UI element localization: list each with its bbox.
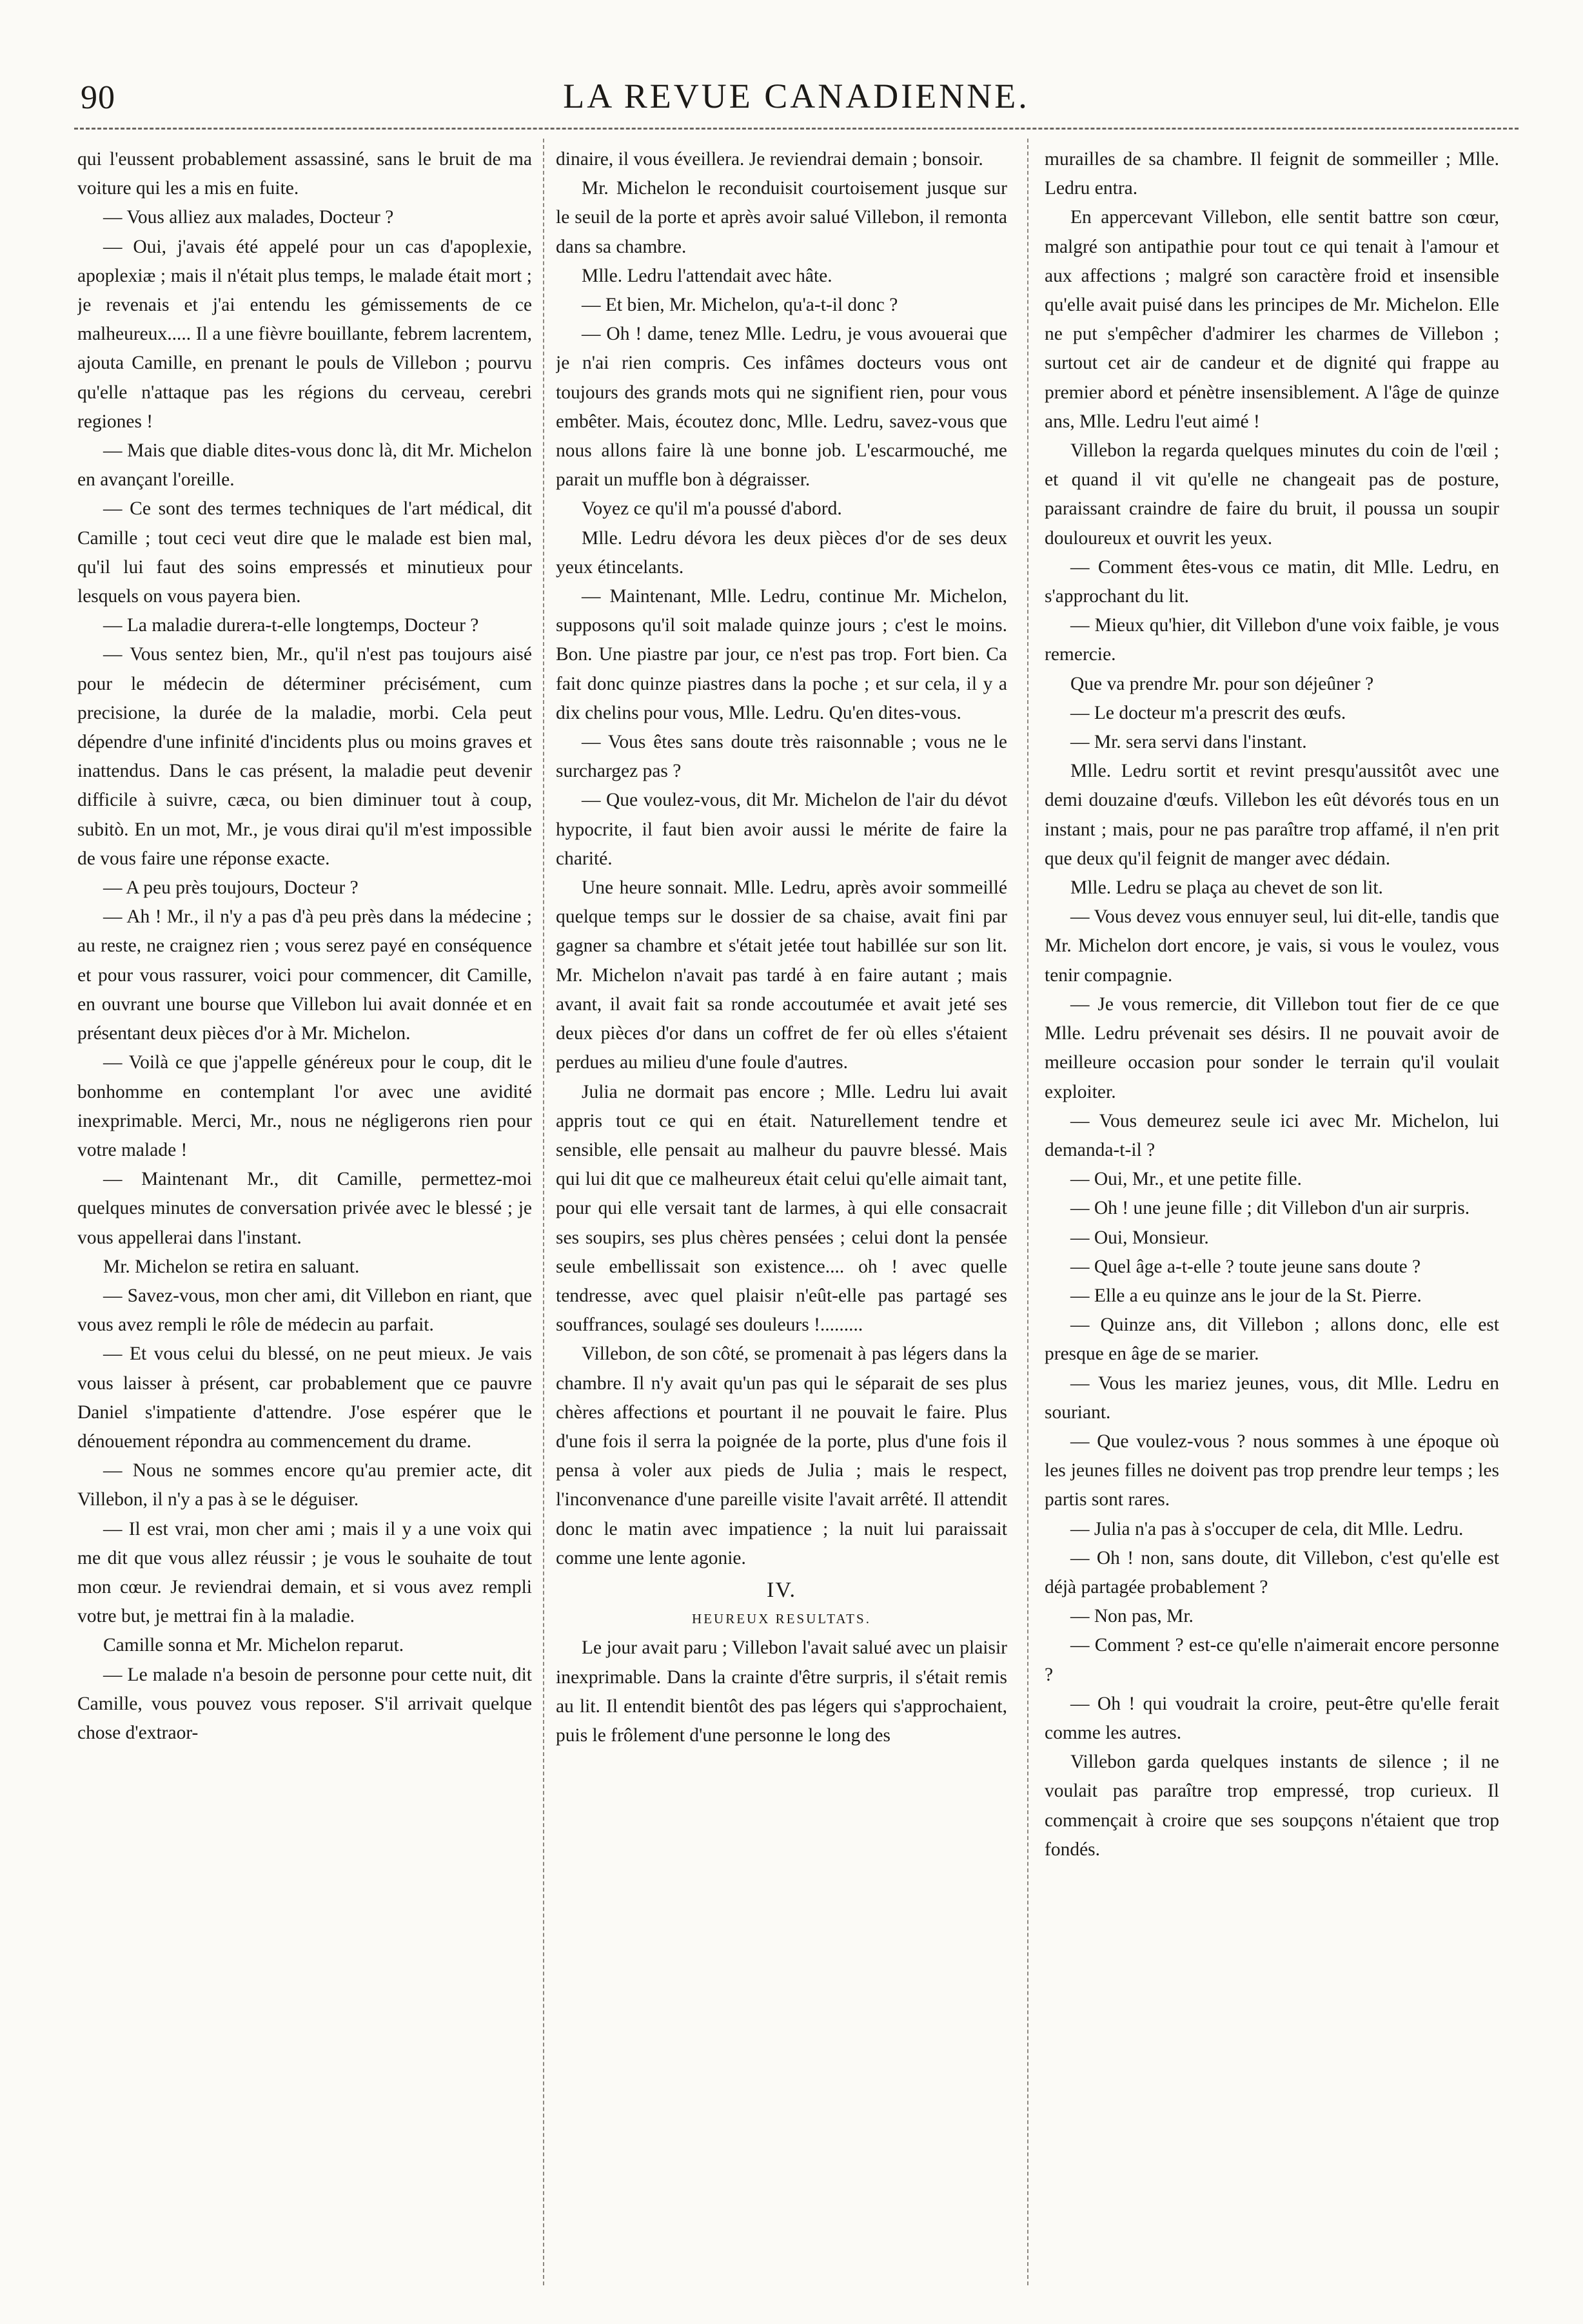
paragraph: — A peu près toujours, Docteur ?: [103, 877, 359, 899]
paragraph: — Oh ! qui voudrait la croire, peut-être qu'elle ferait comme les autres.: [1045, 1693, 1499, 1743]
paragraph: — Vous alliez aux malades, Docteur ?: [103, 207, 394, 228]
paragraph: Julia ne dormait pas encore ; Mlle. Ledru lui avait appris tout ce qui en était. Naturellement tendre et sensible, elle pensait au malheur du pauvre blessé. Mais qui lui dit que ce malheureux était celui qu'elle aimait tant, pour qui elle versait tant de larmes, à qui elle consacrait ses soupirs, ses plus chères pensées ; celui dont la pensée seule embellissait son existence.... oh ! avec quelle tendresse, avec quel plaisir n'eût-elle pas partagé ses souffrances, soulagé ses douleurs !.........: [556, 1081, 1007, 1336]
paragraph: — Je vous remercie, dit Villebon tout fier de ce que Mlle. Ledru prévenait ses désirs. Il ne pouvait avoir de meilleure occasion pour sonder le terrain qu'il voulait exploiter.: [1045, 993, 1499, 1102]
paragraph: Mlle. Ledru l'attendait avec hâte.: [582, 265, 832, 286]
paragraph: — Ce sont des termes techniques de l'art médical, dit Camille ; tout ceci veut dire que le malade est bien mal, qu'il lui faut des soins empressés et minutieux pour lesquels on vous payera bien.: [77, 498, 532, 607]
paragraph: — Il est vrai, mon cher ami ; mais il y a une voix qui me dit que vous allez réussir ; je vous le souhaite de tout mon cœur. Je reviendrai demain, et si vous avez rempli votre but, je mettrai fin à la maladie.: [77, 1518, 532, 1627]
paragraph: Mlle. Ledru se plaça au chevet de son lit.: [1070, 877, 1383, 899]
page-number: 90: [81, 79, 115, 116]
paragraph: — Vous sentez bien, Mr., qu'il n'est pas toujours aisé pour le médecin de déterminer précisément, cum precisione, la durée de la maladie, morbi. Cela peut dépendre d'une infinité d'incidents plus ou moins graves et inattendus. Dans le cas présent, la maladie peut devenir difficile à suivre, cæca, ou bien diminuer tout à coup, subitò. En un mot, Mr., je vous dirai qu'il m'est impossible de vous faire une réponse exacte.: [77, 644, 532, 869]
paragraph: — Le docteur m'a prescrit des œufs.: [1070, 702, 1346, 723]
paragraph: — Que voulez-vous ? nous sommes à une époque où les jeunes filles ne doivent pas trop prendre leur temps ; les partis sont rares.: [1045, 1431, 1499, 1510]
running-title: LA REVUE CANADIENNE.: [563, 77, 1030, 115]
text-column-2: [556, 145, 1007, 2272]
section-title: HEUREUX RESULTATS.: [692, 1611, 871, 1627]
paragraph: — Oui, j'avais été appelé pour un cas d'apoplexie, apoplexiæ ; mais il n'était plus temps, le malade était mort ; je revenais et j'ai entendu les gémissements de ce malheureux..... Il a une fièvre bouillante, febrem lacrentem, ajouta Camille, en prenant le pouls de Villebon ; pourvu qu'elle n'attaque pas les régions du cerveau, cerebri regiones !: [77, 236, 532, 432]
paragraph: — Oh ! dame, tenez Mlle. Ledru, je vous avouerai que je n'ai rien compris. Ces infâmes docteurs vous ont toujours des grands mots qui ne signifient rien, pour vous embêter. Mais, écoutez donc, Mlle. Ledru, savez-vous que nous allons faire là une bonne job. L'escarmouché, me parait un muffle bon à dégraisser.: [556, 324, 1007, 491]
paragraph: — Oh ! une jeune fille ; dit Villebon d'un air surpris.: [1070, 1198, 1470, 1219]
paragraph: Villebon, de son côté, se promenait à pas légers dans la chambre. Il n'y avait qu'un pas qui le séparait de ses plus chères affections et pourtant il ne pouvait le faire. Plus d'une fois il serra la poignée de la porte, plus d'une fois il pensa à voler aux pieds de Julia ; mais le respect, l'inconvenance d'une pareille visite l'avait arrêté. Il attendit donc le matin avec impatience ; la nuit lui paraissait comme une lente agonie.: [556, 1343, 1007, 1568]
paragraph: — Quinze ans, dit Villebon ; allons donc, elle est presque en âge de se marier.: [1045, 1314, 1499, 1365]
page-header: [74, 76, 1519, 128]
paragraph: — Julia n'a pas à s'occuper de cela, dit Mlle. Ledru.: [1070, 1518, 1464, 1539]
paragraph: — Vous les mariez jeunes, vous, dit Mlle. Ledru en souriant.: [1045, 1372, 1499, 1423]
paragraph: — Comment êtes-vous ce matin, dit Mlle. Ledru, en s'approchant du lit.: [1045, 556, 1499, 607]
paragraph: Mlle. Ledru dévora les deux pièces d'or de ses deux yeux étincelants.: [556, 527, 1007, 578]
paragraph: Le jour avait paru ; Villebon l'avait salué avec un plaisir inexprimable. Dans la crainte d'être surpris, il s'était remis au lit. Il entendit bientôt des pas légers qui s'approchaient, puis le frôlement d'une personne le long des: [556, 1637, 1007, 1746]
paragraph: — Nous ne sommes encore qu'au premier acte, dit Villebon, il n'y a pas à se le déguiser.: [77, 1460, 532, 1510]
paragraph: Mr. Michelon le reconduisit courtoisement jusque sur le seuil de la porte et après avoir salué Villebon, il remonta dans sa chambre.: [556, 178, 1007, 257]
paragraph: — Savez-vous, mon cher ami, dit Villebon en riant, que vous avez rempli le rôle de médecin au parfait.: [77, 1285, 532, 1336]
paragraph: — Mais que diable dites-vous donc là, dit Mr. Michelon en avançant l'oreille.: [77, 440, 532, 491]
paragraph: — Maintenant Mr., dit Camille, permettez-moi quelques minutes de conversation privée avec le blessé ; je vous appellerai dans l'instant.: [77, 1169, 532, 1248]
paragraph: Voyez ce qu'il m'a poussé d'abord.: [582, 498, 842, 520]
paragraph: — Voilà ce que j'appelle généreux pour le coup, dit le bonhomme en contemplant l'or avec une avidité inexprimable. Merci, Mr., nous ne négligerons rien pour votre malade !: [77, 1052, 532, 1160]
paragraph: — Maintenant, Mlle. Ledru, continue Mr. Michelon, supposons qu'il soit malade quinze jours ; c'est le moins. Bon. Une piastre par jour, ce n'est pas trop. Fort bien. Ca fait donc quinze piastres dans la poche ; et sur cela, il y a dix chelins pour vous, Mlle. Ledru. Qu'en dites-vous.: [556, 586, 1007, 723]
paragraph: Villebon garda quelques instants de silence ; il ne voulait pas paraître trop empressé, trop curieux. Il commençait à croire que ses soupçons n'étaient que trop fondés.: [1045, 1752, 1499, 1860]
paragraph: Mlle. Ledru sortit et revint presqu'aussitôt avec une demi douzaine d'œufs. Villebon les eût dévorés tous en un instant ; mais, pour ne pas paraître trop affamé, il n'en prit que deux qu'il feignit de manger avec dédain.: [1045, 761, 1499, 869]
paragraph: Villebon la regarda quelques minutes du coin de l'œil ; et quand il vit qu'elle ne changeait pas de posture, paraissant craindre de faire du bruit, il poussa un soupir douloureux et ouvrit les yeux.: [1045, 440, 1499, 549]
paragraph: — Vous demeurez seule ici avec Mr. Michelon, lui demanda-t-il ?: [1045, 1110, 1499, 1160]
paragraph: — Et bien, Mr. Michelon, qu'a-t-il donc ?: [582, 295, 898, 316]
header-rule: [74, 128, 1519, 130]
paragraph: — Et vous celui du blessé, on ne peut mieux. Je vais vous laisser à présent, car probablement que ce pauvre Daniel s'impatiente d'attendre. J'ose espérer que le dénouement répondra au commencement du drame.: [77, 1343, 532, 1452]
paragraph: murailles de sa chambre. Il feignit de sommeiller ; Mlle. Ledru entra.: [1045, 149, 1499, 199]
paragraph: En appercevant Villebon, elle sentit battre son cœur, malgré son antipathie pour tout ce qui tenait à l'amour et aux affections ; malgré son caractère froid et insensible qu'elle avait puisé dans les principes de Mr. Michelon. Elle ne put s'empêcher d'admirer les charmes de Villebon ; surtout cet air de candeur et de dignité qui frappe au premier abord et pénètre insensiblement. A l'âge de quinze ans, Mlle. Ledru l'eut aimé !: [1045, 207, 1499, 432]
paragraph: Que va prendre Mr. pour son déjeûner ?: [1070, 673, 1374, 694]
paragraph: — Mr. sera servi dans l'instant.: [1070, 732, 1307, 753]
column-2-after-section: [556, 1634, 1007, 1750]
paragraph: — Le malade n'a besoin de personne pour cette nuit, dit Camille, vous pouvez vous reposer. S'il arrivait quelque chose d'extraor-: [77, 1664, 532, 1743]
paragraph: — Quel âge a-t-elle ? toute jeune sans doute ?: [1070, 1256, 1421, 1277]
paragraph: Mr. Michelon se retira en saluant.: [103, 1256, 360, 1277]
paragraph: — La maladie durera-t-elle longtemps, Docteur ?: [103, 615, 479, 636]
paragraph: — Ah ! Mr., il n'y a pas d'à peu près dans la médecine ; au reste, ne craignez rien ; vous serez payé en conséquence et pour vous rassurer, voici pour commencer, dit Camille, en ouvrant une bourse que Villebon lui avait donnée et en présentant deux pièces d'or à Mr. Michelon.: [77, 906, 532, 1044]
column-divider-1: [543, 139, 544, 2285]
paragraph: — Oh ! non, sans doute, dit Villebon, c'est qu'elle est déjà partagée probablement ?: [1045, 1547, 1499, 1597]
paragraph: — Que voulez-vous, dit Mr. Michelon de l'air du dévot hypocrite, il faut bien avoir aussi le mérite de faire la charité.: [556, 790, 1007, 869]
paragraph: — Mieux qu'hier, dit Villebon d'une voix faible, je vous remercie.: [1045, 615, 1499, 665]
column-divider-2: [1027, 139, 1028, 2285]
paragraph: dinaire, il vous éveillera. Je reviendrai demain ; bonsoir.: [556, 149, 983, 170]
paragraph: — Vous êtes sans doute très raisonnable ; vous ne le surchargez pas ?: [556, 732, 1007, 782]
paragraph: — Comment ? est-ce qu'elle n'aimerait encore personne ?: [1045, 1635, 1499, 1685]
paragraph: — Elle a eu quinze ans le jour de la St. Pierre.: [1070, 1285, 1422, 1306]
text-column-3: [1045, 145, 1499, 2272]
paragraph: Une heure sonnait. Mlle. Ledru, après avoir sommeillé quelque temps sur le dossier de sa chaise, avait fini par gagner sa chambre et s'était jetée tout habillée sur son lit. Mr. Michelon n'avait pas tardé à en faire autant ; mais avant, il avait fait sa ronde accoutumée et avait jeté ses deux pièces d'or dans un coffret de fer où elles s'étaient perdues au milieu d'une foule d'autres.: [556, 877, 1007, 1073]
paragraph: — Oui, Monsieur.: [1070, 1227, 1209, 1248]
section-number: IV.: [767, 1577, 796, 1602]
column-2-before-section: [556, 145, 1007, 1573]
paragraph: Camille sonna et Mr. Michelon reparut.: [103, 1635, 404, 1656]
paragraph: — Oui, Mr., et une petite fille.: [1070, 1169, 1302, 1190]
paragraph: — Non pas, Mr.: [1070, 1606, 1194, 1627]
text-column-1: [77, 145, 532, 2272]
paragraph: qui l'eussent probablement assassiné, sans le bruit de ma voiture qui les a mis en fuite.: [77, 149, 532, 199]
paragraph: — Vous devez vous ennuyer seul, lui dit-elle, tandis que Mr. Michelon dort encore, je vais, si vous le voulez, vous tenir compagnie.: [1045, 906, 1499, 986]
